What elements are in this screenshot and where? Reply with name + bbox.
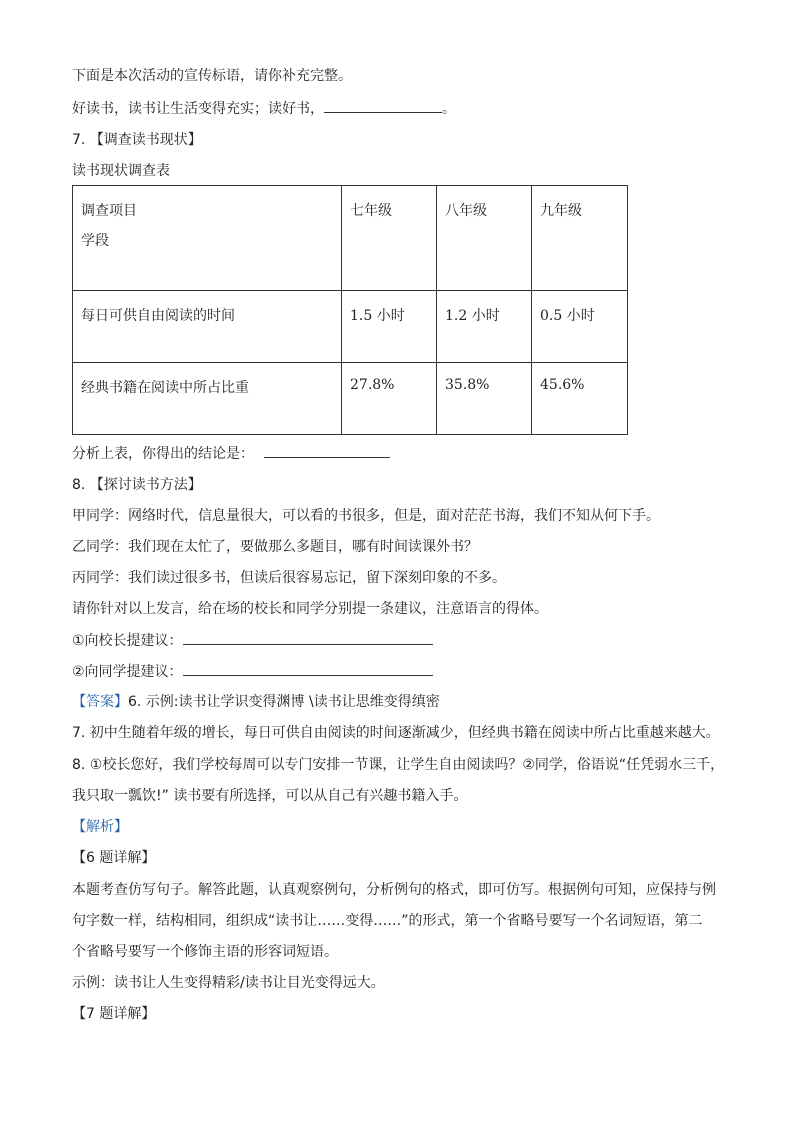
conclusion-label: 分析上表，你得出的结论是： <box>72 446 254 462</box>
column-header: 九年级 <box>532 186 628 291</box>
table-title: 读书现状调查表 <box>72 163 170 179</box>
table-cell: 27.8% <box>342 363 437 435</box>
statement-bing: 丙同学：我们读过很多书，但读后很容易忘记，留下深刻印象的不多。 <box>72 570 506 586</box>
table-corner-cell <box>73 186 342 291</box>
row-label: 经典书籍在阅读中所占比重 <box>73 363 342 435</box>
table-cell: 1.5 小时 <box>342 291 437 363</box>
q6-example: 示例：读书让人生变得精彩/读书让目光变得远大。 <box>72 975 385 991</box>
slogan-blank[interactable] <box>324 98 442 113</box>
table-header-row <box>73 186 628 291</box>
answer-6-line <box>72 692 440 712</box>
corner-top-label: 调查项目 <box>81 203 137 219</box>
conclusion-line <box>72 443 390 464</box>
analysis-label: 【解析】 <box>72 819 128 835</box>
q6-analysis-line2: 句字数一样，结构相同，组织成“读书让……变得……”的形式，第一个省略号要写一个名词短语，第二 <box>72 913 703 929</box>
q7-heading: 7. 【调查读书现状】 <box>72 132 202 148</box>
corner-bottom-label: 学段 <box>81 233 109 249</box>
table-cell: 0.5 小时 <box>532 291 628 363</box>
table-cell: 1.2 小时 <box>437 291 532 363</box>
q6-analysis-line1: 本题考查仿写句子。解答此题，认真观察例句，分析例句的格式，即可仿写。根据例句可知，应保持与例 <box>72 882 716 898</box>
column-header: 八年级 <box>437 186 532 291</box>
slogan-suffix: 。 <box>442 101 456 117</box>
principal-suggestion-blank[interactable] <box>183 630 433 645</box>
principal-suggestion-label: ①向校长提建议： <box>72 633 183 649</box>
slogan-line <box>72 98 456 119</box>
student-suggestion-line <box>72 661 433 682</box>
statement-jia: 甲同学：网络时代，信息量很大，可以看的书很多，但是，面对茫茫书海，我们不知从何下手。 <box>72 508 660 524</box>
student-suggestion-blank[interactable] <box>183 661 433 676</box>
student-suggestion-label: ②向同学提建议： <box>72 664 183 680</box>
q7-detail-heading: 【7 题详解】 <box>72 1006 156 1022</box>
table-cell: 45.6% <box>532 363 628 435</box>
slogan-prefix: 好读书，读书让生活变得充实；读好书， <box>72 101 324 117</box>
answer-7: 7. 初中生随着年级的增长，每日可供自由阅读的时间逐渐减少，但经典书籍在阅读中所占比重越来越大。 <box>72 725 720 741</box>
q6-detail-heading: 【6 题详解】 <box>72 850 156 866</box>
q6-analysis-line3: 个省略号要写一个修饰主语的形容词短语。 <box>72 944 338 960</box>
table-cell: 35.8% <box>437 363 532 435</box>
statement-yi: 乙同学：我们现在太忙了，要做那么多题目，哪有时间读课外书？ <box>72 539 478 555</box>
column-header: 七年级 <box>342 186 437 291</box>
survey-table <box>72 185 628 435</box>
q8-heading: 8. 【探讨读书方法】 <box>72 477 202 493</box>
q8-instruction: 请你针对以上发言，给在场的校长和同学分别提一条建议，注意语言的得体。 <box>72 601 548 617</box>
answer-label: 【答案】 <box>72 694 128 710</box>
answer-8-line1: 8. ①校长您好，我们学校每周可以专门安排一节课，让学生自由阅读吗？②同学，俗语说“任凭弱水三千， <box>72 757 725 773</box>
conclusion-blank[interactable] <box>264 443 390 458</box>
slogan-prompt: 下面是本次活动的宣传标语，请你补充完整。 <box>72 68 352 84</box>
answer-8-line2: 我只取一瓢饮!” 读书要有所选择，可以从自己有兴趣书籍入手。 <box>72 788 468 804</box>
principal-suggestion-line <box>72 630 433 651</box>
table-row <box>73 363 628 435</box>
answer-6: 6. 示例:读书让学识变得渊博 \读书让思维变得缜密 <box>128 694 440 710</box>
row-label: 每日可供自由阅读的时间 <box>73 291 342 363</box>
table-row <box>73 291 628 363</box>
